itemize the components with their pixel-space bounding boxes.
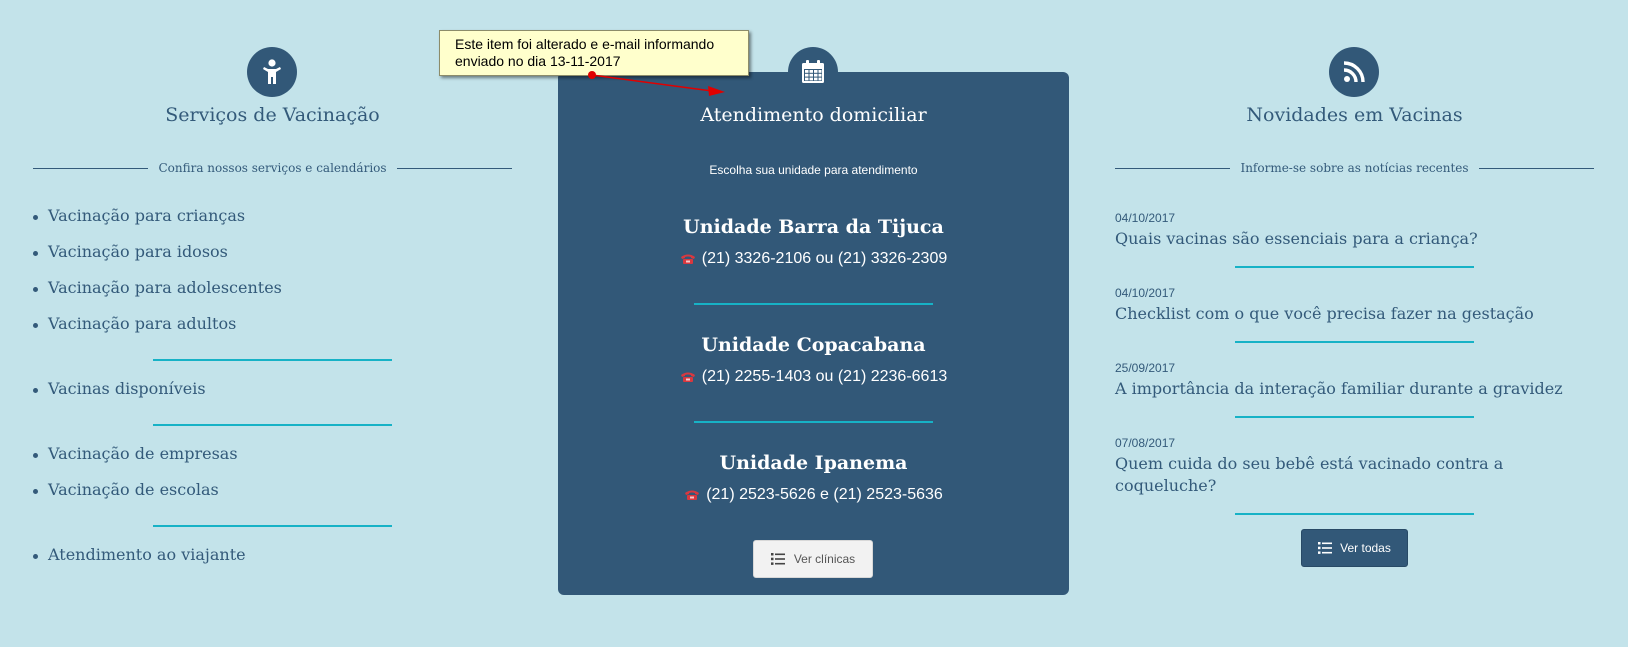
home-care-title: Atendimento domiciliar: [700, 104, 927, 126]
news-link[interactable]: A importância da interação familiar durante a gravidez: [1115, 379, 1563, 398]
news-date: 25/09/2017: [1115, 361, 1176, 375]
service-link-idosos[interactable]: Vacinação para idosos: [48, 242, 228, 261]
phone-icon: [684, 489, 700, 501]
unit-phone: [558, 250, 1069, 268]
news-column: [1115, 0, 1594, 647]
unit-name[interactable]: Unidade Barra da Tijuca: [683, 216, 944, 238]
phone-icon: [680, 253, 696, 265]
unit-name[interactable]: Unidade Ipanema: [719, 452, 908, 474]
ver-clinicas-label: Ver clínicas: [793, 552, 856, 566]
service-link-criancas[interactable]: Vacinação para crianças: [48, 206, 246, 225]
unit-name[interactable]: Unidade Copacabana: [701, 334, 926, 356]
unit-phone: [558, 368, 1069, 386]
service-link-escolas[interactable]: Vacinação de escolas: [48, 480, 219, 499]
ver-todas-button[interactable]: [1301, 529, 1408, 567]
services-title: Serviços de Vacinação: [165, 104, 380, 126]
services-subtitle-divider: [33, 158, 512, 178]
news-subtitle: Informe-se sobre as notícias recentes: [1240, 161, 1469, 175]
service-link-vacinas[interactable]: Vacinas disponíveis: [48, 379, 206, 398]
unit-phone: [558, 486, 1069, 504]
unit-separator: [694, 303, 933, 305]
service-link-viajante[interactable]: Atendimento ao viajante: [48, 545, 246, 564]
services-separator: [153, 359, 392, 361]
list-icon: [1318, 542, 1332, 554]
rss-icon: [1329, 47, 1379, 97]
service-link-adolescentes[interactable]: Vacinação para adolescentes: [48, 278, 282, 297]
service-link-adultos[interactable]: Vacinação para adultos: [48, 314, 237, 333]
services-separator: [153, 424, 392, 426]
news-separator: [1235, 416, 1474, 418]
news-link[interactable]: Quais vacinas são essenciais para a criança?: [1115, 229, 1478, 248]
news-title-heading: Novidades em Vacinas: [1246, 104, 1463, 126]
news-date: 04/10/2017: [1115, 286, 1176, 300]
news-separator: [1235, 513, 1474, 515]
news-subtitle-divider: [1115, 158, 1594, 178]
list-icon: [771, 553, 785, 565]
news-separator: [1235, 266, 1474, 268]
service-link-empresas[interactable]: Vacinação de empresas: [48, 444, 238, 463]
news-separator: [1235, 341, 1474, 343]
unit-phone-numbers: (21) 2523-5626 e (21) 2523-5636: [706, 486, 943, 503]
ver-clinicas-button[interactable]: [753, 540, 873, 578]
news-date: 04/10/2017: [1115, 211, 1176, 225]
home-care-subtitle: Escolha sua unidade para atendimento: [709, 163, 918, 177]
home-care-card: [558, 72, 1069, 595]
unit-phone-numbers: (21) 3326-2106 ou (21) 3326-2309: [701, 250, 948, 267]
news-link[interactable]: Checklist com o que você precisa fazer na gestação: [1115, 304, 1534, 323]
ver-todas-label: Ver todas: [1340, 541, 1391, 555]
phone-icon: [680, 371, 696, 383]
news-link[interactable]: Quem cuida do seu bebê está vacinado contra a coqueluche?: [1115, 454, 1504, 495]
services-separator: [153, 525, 392, 527]
services-subtitle: Confira nossos serviços e calendários: [158, 161, 387, 175]
calendar-icon: [788, 47, 838, 97]
child-icon: [247, 47, 297, 97]
news-date: 07/08/2017: [1115, 436, 1176, 450]
unit-phone-numbers: (21) 2255-1403 ou (21) 2236-6613: [701, 368, 948, 385]
annotation-note: Este item foi alterado e e-mail informando enviado no dia 13-11-2017: [439, 30, 749, 76]
unit-separator: [694, 421, 933, 423]
services-column: [33, 0, 512, 647]
